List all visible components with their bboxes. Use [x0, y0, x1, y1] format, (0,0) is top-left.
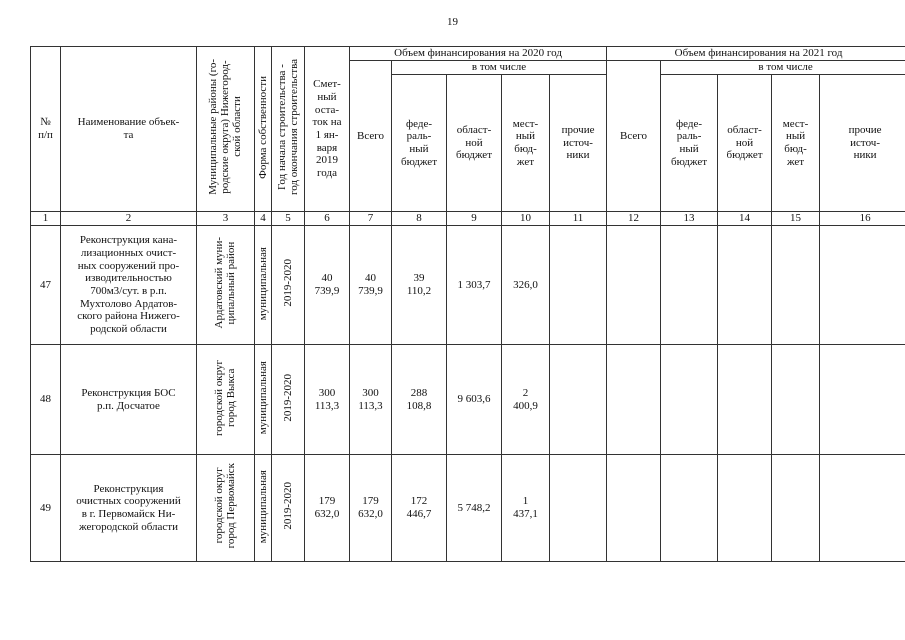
header-federal-2021: феде- раль- ный бюджет: [661, 75, 718, 212]
ownership-cell: [255, 345, 272, 455]
federal-2021-value: [661, 455, 718, 562]
header-fin2021: Объем финансирования на 2021 год: [607, 47, 905, 61]
column-number: 15: [772, 212, 820, 226]
years-text: 2019-2020: [281, 373, 294, 422]
years-cell: [272, 455, 305, 562]
object-name: Реконструкция кана- лизационных очист- ных сооружений про- изводительностью 700м3/сут. в р.п. Мухтолово Ардатов- ского района Нижего- родской области: [61, 226, 197, 345]
district-text: городской округ город Выкса: [213, 359, 238, 436]
regional-2021-value: [718, 455, 772, 562]
other-2020-value: [550, 345, 607, 455]
district-cell: [197, 455, 255, 562]
local-2020-value: 2 400,9: [502, 345, 550, 455]
column-number: 6: [305, 212, 350, 226]
column-number: 5: [272, 212, 305, 226]
regional-2020-value: 1 303,7: [447, 226, 502, 345]
header-total-2021: Всего: [607, 61, 661, 212]
column-number: 1: [31, 212, 61, 226]
table-row: [31, 455, 905, 562]
object-name: Реконструкция очистных сооружений в г. Первомайск Ни- жегородской области: [61, 455, 197, 562]
header-ownership-text: Форма собственности: [256, 75, 269, 179]
column-number: 4: [255, 212, 272, 226]
other-2020-value: [550, 455, 607, 562]
table-row: [31, 345, 905, 455]
remainder-value: 179 632,0: [305, 455, 350, 562]
total-2021-value: [607, 226, 661, 345]
remainder-value: 300 113,3: [305, 345, 350, 455]
federal-2020-value: 39 110,2: [392, 226, 447, 345]
row-num: 47: [31, 226, 61, 345]
column-number: 7: [350, 212, 392, 226]
header-other-2020: прочие источ- ники: [550, 75, 607, 212]
header-years: [272, 47, 305, 212]
table-row: [31, 226, 905, 345]
column-number: 10: [502, 212, 550, 226]
header-local-2020: мест- ный бюд- жет: [502, 75, 550, 212]
other-2021-value: [820, 226, 905, 345]
column-number: 16: [820, 212, 905, 226]
regional-2020-value: 5 748,2: [447, 455, 502, 562]
header-federal-2020: феде- раль- ный бюджет: [392, 75, 447, 212]
column-number: 13: [661, 212, 718, 226]
total-2020-value: 179 632,0: [350, 455, 392, 562]
total-2021-value: [607, 345, 661, 455]
header-ownership: [255, 47, 272, 212]
header-row-1: [31, 47, 905, 61]
header-fin2020: Объем финансирования на 2020 год: [350, 47, 607, 61]
years-text: 2019-2020: [281, 259, 294, 308]
local-2021-value: [772, 226, 820, 345]
column-number: 11: [550, 212, 607, 226]
ownership-text: муниципальная: [256, 361, 269, 435]
district-text: Ардатовский муни- ципальный район: [213, 237, 238, 329]
column-number: 9: [447, 212, 502, 226]
header-years-text: Год начала строительства - год окончания строительства: [275, 59, 300, 196]
years-cell: [272, 345, 305, 455]
header-remainder: Смет- ный оста- ток на 1 ян- варя 2019 года: [305, 47, 350, 212]
column-number: 14: [718, 212, 772, 226]
ownership-text: муниципальная: [256, 469, 269, 543]
header-regional-2021: област- ной бюджет: [718, 75, 772, 212]
header-regional-2020: област- ной бюджет: [447, 75, 502, 212]
ownership-cell: [255, 226, 272, 345]
federal-2020-value: 288 108,8: [392, 345, 447, 455]
ownership-text: муниципальная: [256, 246, 269, 320]
row-num: 49: [31, 455, 61, 562]
federal-2020-value: 172 446,7: [392, 455, 447, 562]
header-other-2021: прочие источ- ники: [820, 75, 905, 212]
row-num: 48: [31, 345, 61, 455]
header-including-2020: в том числе: [392, 61, 607, 75]
header-district-text: Муниципальные районы (го- родские округа) Нижегород- ской области: [207, 59, 244, 196]
column-number: 2: [61, 212, 197, 226]
local-2021-value: [772, 345, 820, 455]
column-number-row: [31, 212, 905, 226]
regional-2021-value: [718, 345, 772, 455]
total-2020-value: 40 739,9: [350, 226, 392, 345]
years-text: 2019-2020: [281, 482, 294, 531]
other-2020-value: [550, 226, 607, 345]
federal-2021-value: [661, 345, 718, 455]
financing-table: [30, 46, 905, 562]
regional-2021-value: [718, 226, 772, 345]
other-2021-value: [820, 345, 905, 455]
local-2021-value: [772, 455, 820, 562]
column-number: 12: [607, 212, 661, 226]
header-district: [197, 47, 255, 212]
other-2021-value: [820, 455, 905, 562]
column-number: 3: [197, 212, 255, 226]
column-number: 8: [392, 212, 447, 226]
header-local-2021: мест- ный бюд- жет: [772, 75, 820, 212]
district-cell: [197, 226, 255, 345]
header-name: Наименование объек- та: [61, 47, 197, 212]
header-including-2021: в том числе: [661, 61, 905, 75]
local-2020-value: 1 437,1: [502, 455, 550, 562]
district-cell: [197, 345, 255, 455]
header-num: № п/п: [31, 47, 61, 212]
page-number: 19: [447, 16, 458, 28]
regional-2020-value: 9 603,6: [447, 345, 502, 455]
local-2020-value: 326,0: [502, 226, 550, 345]
district-text: городской округ город Первомайск: [213, 463, 238, 549]
federal-2021-value: [661, 226, 718, 345]
ownership-cell: [255, 455, 272, 562]
remainder-value: 40 739,9: [305, 226, 350, 345]
header-total-2020: Всего: [350, 61, 392, 212]
total-2021-value: [607, 455, 661, 562]
years-cell: [272, 226, 305, 345]
object-name: Реконструкция БОС р.п. Досчатое: [61, 345, 197, 455]
total-2020-value: 300 113,3: [350, 345, 392, 455]
